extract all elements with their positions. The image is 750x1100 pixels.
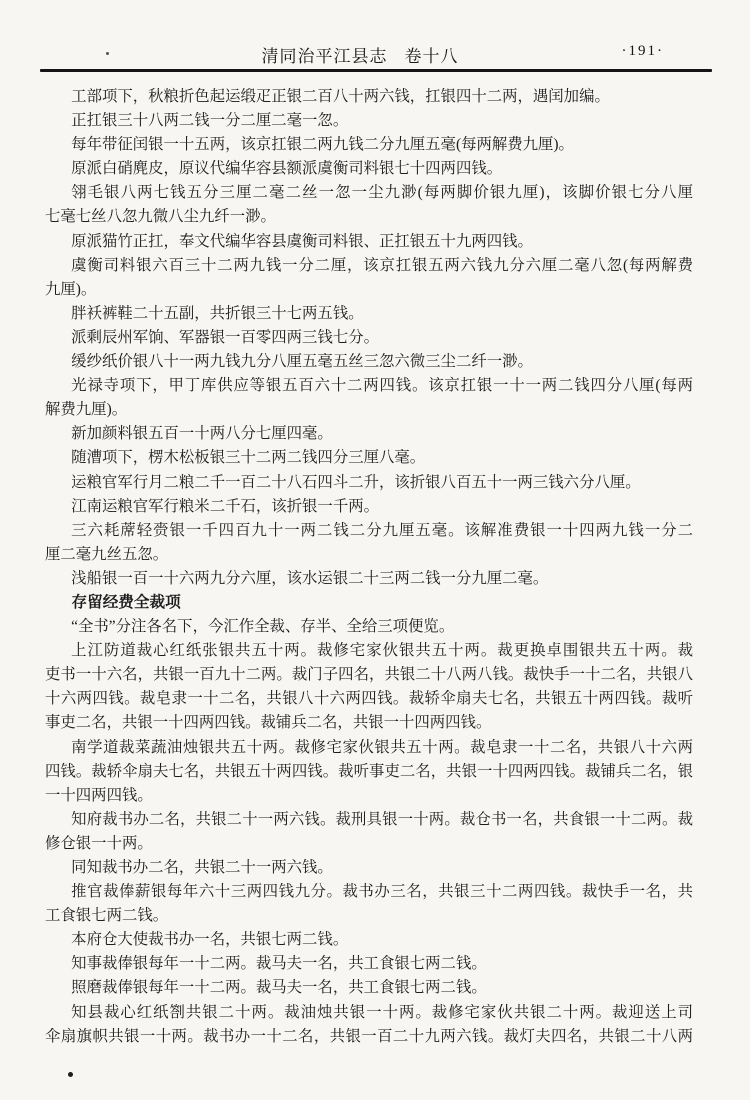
text-line: 修仓银一十两。 (45, 834, 153, 852)
text-line: 九厘)。 (45, 280, 97, 298)
section-heading (45, 591, 693, 615)
paragraph (45, 856, 693, 880)
paragraph (45, 446, 693, 470)
text-line: 虞衡司料银六百三十二两九钱一分二厘，该京扛银五两六钱九分六厘二毫八忽(每两解费 (71, 256, 693, 274)
paragraph (45, 133, 693, 157)
ink-speck (68, 1072, 73, 1077)
paragraph (45, 230, 693, 254)
text-line: “全书”分注各名下，今汇作全裁、存半、全给三项便览。 (71, 618, 455, 636)
paragraph (45, 1001, 693, 1049)
text-line: 照磨裁俸银每年一十二两。裁马夫一名，共工食银七两二钱。 (71, 979, 487, 997)
paragraph (45, 519, 693, 567)
paragraph (45, 85, 693, 109)
text-line: 三六耗蓆轻赍银一千四百九十一两二钱二分九厘五毫。该解准费银一十四两九钱一分二 (71, 521, 693, 539)
text-line: 一十四两四钱。 (45, 786, 153, 804)
text-line: 厘二毫九丝五忽。 (45, 545, 169, 563)
page-number: ·191· (621, 43, 664, 59)
text-line: 江南运粮官军行粮米二千石，该折银一千两。 (71, 497, 379, 515)
text-line: 原派白硝麂皮，原议代编华容县额派虞衡司料银七十四两四钱。 (71, 160, 503, 178)
paragraph (45, 808, 693, 856)
text-line: 本府仓大使裁书办一名，共银七两二钱。 (71, 931, 349, 949)
text-line: 原派猫竹正扛，奉文代编华容县虞衡司料银、正扛银五十九两四钱。 (71, 232, 533, 250)
text-line: 七毫七丝八忽九微八尘九纤一渺。 (45, 208, 276, 226)
text-line: 浅船银一百一十六两九分六厘，该水运银二十三两二钱一分九厘二毫。 (71, 569, 549, 587)
text-line: 南学道裁菜蔬油烛银共五十两。裁修宅家伙银共五十两。裁皂隶一十二名，共银八十六两 (71, 738, 693, 756)
paragraph (45, 736, 693, 808)
paragraph (45, 567, 693, 591)
text-line: 推官裁俸薪银每年六十三两四钱九分。裁书办三名，共银三十二两四钱。裁快手一名，共 (71, 883, 693, 901)
book-title: 清同治平江县志 (261, 47, 388, 66)
text-line: 知县裁心红纸劄共银二十两。裁油烛共银一十两。裁修宅家伙共银二十两。裁迎送上司 (71, 1003, 693, 1021)
text-line: 运粮官军行月二粮二千一百二十八石四斗二升，该折银八百五十一两三钱六分八厘。 (71, 473, 641, 491)
paragraph (45, 976, 693, 1000)
paragraph (45, 471, 693, 495)
text-line: 工部项下，秋粮折色起运缎疋正银二百八十两六钱，扛银四十二两，遇闰加编。 (71, 88, 610, 105)
paragraph (45, 350, 693, 374)
paragraph (45, 495, 693, 519)
text-line: 光禄寺项下，甲丁库供应等银五百六十二两四钱。该京扛银一十一两二钱四分八厘(每两 (71, 377, 693, 395)
text-line: 翎毛银八两七钱五分三厘二毫二丝一忽一尘九渺(每两脚价银九厘)，该脚价银七分八厘 (71, 184, 693, 202)
text-line: 上江防道裁心红纸张银共五十两。裁修宅家伙银共五十两。裁更换卓围银共五十两。裁 (71, 642, 693, 660)
text-line: 同知裁书办二名，共银二十一两六钱。 (71, 859, 333, 876)
paragraph (45, 109, 693, 133)
volume-title: 卷十八 (404, 47, 459, 66)
paragraph (45, 952, 693, 976)
text-line: 吏书一十六名，共银一百九十二两。裁门子四名，共银二十八两八钱。裁快手一十二名，共银八 (45, 666, 693, 684)
paragraph (45, 181, 693, 229)
text-line: 随漕项下，楞木松板银三十二两二钱四分三厘八毫。 (71, 449, 426, 467)
text-line: 存留经费全裁项 (71, 593, 181, 611)
paragraph (45, 880, 693, 928)
text-line: 正扛银三十八两二钱一分二厘二毫一忽。 (71, 112, 349, 130)
text-line: 四钱。裁轿伞扇夫七名，共银五十两四钱。裁听事吏二名，共银一十四两四钱。裁铺兵二名，银 (45, 762, 693, 780)
paragraph (45, 639, 693, 735)
text-line: 胖袄裤鞋二十五副，共折银三十七两五钱。 (71, 304, 364, 322)
paragraph (45, 326, 693, 350)
text-line: 缓纱纸价银八十一两九钱九分八厘五毫五丝三忽六微三尘二纤一渺。 (71, 353, 533, 371)
text-line: 每年带征闰银一十五两，该京扛银二两九钱二分九厘五毫(每两解费九厘)。 (71, 136, 574, 154)
body-text (45, 85, 693, 1049)
paragraph (45, 302, 693, 326)
paragraph (45, 374, 693, 422)
paragraph (45, 422, 693, 446)
ink-speck (106, 52, 109, 55)
paragraph (45, 157, 693, 181)
paragraph (45, 928, 693, 952)
text-line: 新加颜料银五百一十两八分七厘四毫。 (71, 425, 333, 443)
paragraph (45, 615, 693, 639)
text-line: 十六两四钱。裁皂隶一十二名，共银八十六两四钱。裁轿伞扇夫七名，共银五十两四钱。裁听 (45, 690, 693, 708)
text-line: 派剩辰州军饷、军器银一百零四两三钱七分。 (71, 328, 379, 346)
paragraph (45, 254, 693, 302)
header-divider-rule (40, 69, 712, 72)
text-line: 事吏二名，共银一十四两四钱。裁铺兵二名，共银一十四两四钱。 (45, 714, 492, 732)
text-line: 工食银七两二钱。 (45, 907, 169, 925)
text-line: 解费九厘)。 (45, 401, 128, 419)
text-line: 伞扇旗帜共银一十两。裁书办一十二名，共银一百二十九两六钱。裁灯夫四名，共银二十八两 (45, 1027, 693, 1045)
text-line: 知府裁书办二名，共银二十一两六钱。裁刑具银一十两。裁仓书一名，共食银一十二两。裁 (71, 810, 693, 828)
text-line: 知事裁俸银每年一十二两。裁马夫一名，共工食银七两二钱。 (71, 955, 487, 973)
